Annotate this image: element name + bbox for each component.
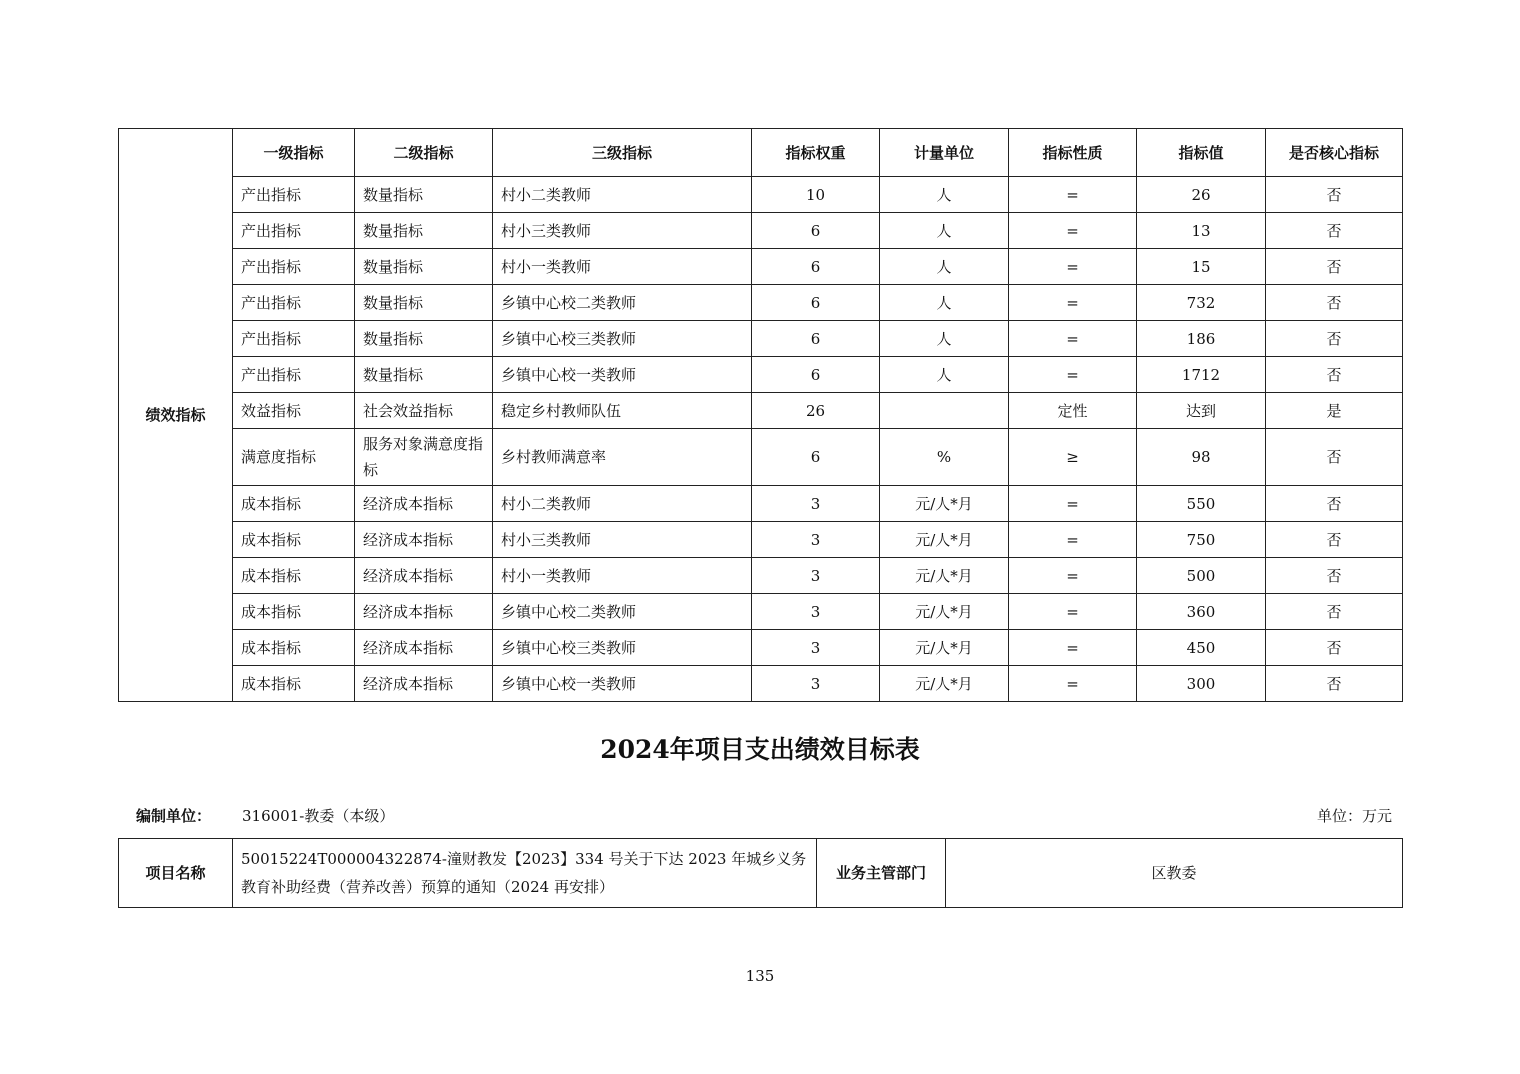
value-cell: 450 [1137, 630, 1266, 666]
value-cell: 达到 [1137, 393, 1266, 429]
table-row [119, 285, 1403, 321]
level3-cell: 村小三类教师 [493, 522, 752, 558]
level2-cell: 数量指标 [355, 357, 493, 393]
core-cell: 否 [1266, 522, 1403, 558]
document-title: 2024年项目支出绩效目标表 [600, 735, 920, 764]
header-cell-unit: 计量单位 [880, 129, 1009, 177]
nature-cell: = [1009, 357, 1137, 393]
table-row [119, 630, 1403, 666]
level1-cell: 效益指标 [233, 393, 355, 429]
core-cell: 否 [1266, 285, 1403, 321]
weight-cell: 3 [752, 522, 880, 558]
nature-cell: = [1009, 213, 1137, 249]
level3-cell: 乡镇中心校二类教师 [493, 594, 752, 630]
level1-cell: 成本指标 [233, 594, 355, 630]
value-cell: 186 [1137, 321, 1266, 357]
level1-cell: 成本指标 [233, 522, 355, 558]
header-cell-weight: 指标权重 [752, 129, 880, 177]
table-row [119, 486, 1403, 522]
unit-cell: 元/人*月 [880, 666, 1009, 702]
level1-cell: 成本指标 [233, 666, 355, 702]
level1-cell: 成本指标 [233, 558, 355, 594]
level1-cell: 成本指标 [233, 630, 355, 666]
level2-cell: 经济成本指标 [355, 486, 493, 522]
level3-cell: 乡镇中心校二类教师 [493, 285, 752, 321]
nature-cell: = [1009, 594, 1137, 630]
level1-cell: 产出指标 [233, 213, 355, 249]
unit-cell: 人 [880, 249, 1009, 285]
nature-cell: ≥ [1009, 429, 1137, 486]
weight-cell: 3 [752, 594, 880, 630]
weight-cell: 6 [752, 429, 880, 486]
nature-cell: = [1009, 177, 1137, 213]
level2-cell: 经济成本指标 [355, 630, 493, 666]
table-row [119, 177, 1403, 213]
unit-cell: 元/人*月 [880, 558, 1009, 594]
level1-cell: 产出指标 [233, 285, 355, 321]
nature-cell: 定性 [1009, 393, 1137, 429]
level1-cell: 成本指标 [233, 486, 355, 522]
level3-cell: 村小一类教师 [493, 558, 752, 594]
header-cell-nature: 指标性质 [1009, 129, 1137, 177]
department-value: 区教委 [946, 839, 1403, 908]
weight-cell: 10 [752, 177, 880, 213]
weight-cell: 3 [752, 558, 880, 594]
table-row [119, 213, 1403, 249]
compile-unit-label: 编制单位： [136, 807, 212, 825]
value-cell: 300 [1137, 666, 1266, 702]
value-cell: 98 [1137, 429, 1266, 486]
nature-cell: = [1009, 630, 1137, 666]
value-cell: 500 [1137, 558, 1266, 594]
nature-cell: = [1009, 486, 1137, 522]
unit-cell: 人 [880, 213, 1009, 249]
nature-cell: = [1009, 666, 1137, 702]
core-cell: 否 [1266, 357, 1403, 393]
unit-cell [880, 393, 1009, 429]
table-row [119, 522, 1403, 558]
project-name-value: 50015224T000004322874-潼财教发【2023】334 号关于下达 2023 年城乡义务教育补助经费（营养改善）预算的通知（2024 再安排） [233, 839, 817, 908]
core-cell: 否 [1266, 177, 1403, 213]
level2-cell: 经济成本指标 [355, 522, 493, 558]
core-cell: 否 [1266, 666, 1403, 702]
level2-cell: 经济成本指标 [355, 666, 493, 702]
core-cell: 否 [1266, 429, 1403, 486]
value-cell: 15 [1137, 249, 1266, 285]
core-cell: 否 [1266, 558, 1403, 594]
weight-cell: 3 [752, 666, 880, 702]
core-cell: 否 [1266, 249, 1403, 285]
side-label-performance: 绩效指标 [119, 129, 233, 702]
value-cell: 750 [1137, 522, 1266, 558]
core-cell: 否 [1266, 213, 1403, 249]
weight-cell: 3 [752, 486, 880, 522]
value-cell: 732 [1137, 285, 1266, 321]
nature-cell: = [1009, 285, 1137, 321]
level3-cell: 乡镇中心校一类教师 [493, 666, 752, 702]
weight-cell: 26 [752, 393, 880, 429]
nature-cell: = [1009, 249, 1137, 285]
department-label: 业务主管部门 [817, 839, 946, 908]
level3-cell: 乡村教师满意率 [493, 429, 752, 486]
table-row [119, 249, 1403, 285]
level2-cell: 经济成本指标 [355, 594, 493, 630]
weight-cell: 6 [752, 213, 880, 249]
nature-cell: = [1009, 321, 1137, 357]
header-cell-core: 是否核心指标 [1266, 129, 1403, 177]
table-row [119, 357, 1403, 393]
level2-cell: 数量指标 [355, 213, 493, 249]
weight-cell: 6 [752, 249, 880, 285]
value-cell: 360 [1137, 594, 1266, 630]
page-number: 135 [745, 967, 775, 985]
value-cell: 13 [1137, 213, 1266, 249]
level3-cell: 乡镇中心校三类教师 [493, 630, 752, 666]
level2-cell: 数量指标 [355, 321, 493, 357]
unit-cell: % [880, 429, 1009, 486]
unit-cell: 元/人*月 [880, 486, 1009, 522]
table-row [119, 558, 1403, 594]
unit-cell: 人 [880, 321, 1009, 357]
weight-cell: 6 [752, 321, 880, 357]
unit-cell: 人 [880, 177, 1009, 213]
header-cell-level1: 一级指标 [233, 129, 355, 177]
compile-unit-value: 316001-教委（本级） [242, 807, 395, 825]
level3-cell: 乡镇中心校一类教师 [493, 357, 752, 393]
table-row [119, 666, 1403, 702]
level3-cell: 稳定乡村教师队伍 [493, 393, 752, 429]
level2-cell: 数量指标 [355, 177, 493, 213]
currency-unit: 单位：万元 [1316, 807, 1392, 825]
level1-cell: 产出指标 [233, 249, 355, 285]
weight-cell: 6 [752, 285, 880, 321]
level1-cell: 产出指标 [233, 177, 355, 213]
header-cell-level3: 三级指标 [493, 129, 752, 177]
value-cell: 1712 [1137, 357, 1266, 393]
level2-cell: 经济成本指标 [355, 558, 493, 594]
value-cell: 550 [1137, 486, 1266, 522]
weight-cell: 6 [752, 357, 880, 393]
level3-cell: 乡镇中心校三类教师 [493, 321, 752, 357]
table-row [119, 594, 1403, 630]
unit-cell: 人 [880, 285, 1009, 321]
core-cell: 否 [1266, 594, 1403, 630]
project-name-label: 项目名称 [119, 839, 233, 908]
table-row [119, 321, 1403, 357]
nature-cell: = [1009, 558, 1137, 594]
core-cell: 否 [1266, 630, 1403, 666]
header-cell-level2: 二级指标 [355, 129, 493, 177]
unit-cell: 元/人*月 [880, 594, 1009, 630]
project-info-table [118, 838, 1403, 908]
nature-cell: = [1009, 522, 1137, 558]
level1-cell: 满意度指标 [233, 429, 355, 486]
unit-cell: 人 [880, 357, 1009, 393]
level1-cell: 产出指标 [233, 357, 355, 393]
header-row [119, 129, 1403, 177]
performance-indicator-table [118, 128, 1403, 702]
project-row [119, 839, 1403, 908]
level3-cell: 村小三类教师 [493, 213, 752, 249]
value-cell: 26 [1137, 177, 1266, 213]
core-cell: 是 [1266, 393, 1403, 429]
header-cell-value: 指标值 [1137, 129, 1266, 177]
level3-cell: 村小一类教师 [493, 249, 752, 285]
level3-cell: 村小二类教师 [493, 177, 752, 213]
level3-cell: 村小二类教师 [493, 486, 752, 522]
level2-cell: 社会效益指标 [355, 393, 493, 429]
core-cell: 否 [1266, 486, 1403, 522]
level2-cell: 服务对象满意度指标 [355, 429, 493, 486]
unit-cell: 元/人*月 [880, 630, 1009, 666]
level1-cell: 产出指标 [233, 321, 355, 357]
level2-cell: 数量指标 [355, 285, 493, 321]
table-row [119, 429, 1403, 486]
weight-cell: 3 [752, 630, 880, 666]
level2-cell: 数量指标 [355, 249, 493, 285]
core-cell: 否 [1266, 321, 1403, 357]
table-row [119, 393, 1403, 429]
unit-cell: 元/人*月 [880, 522, 1009, 558]
